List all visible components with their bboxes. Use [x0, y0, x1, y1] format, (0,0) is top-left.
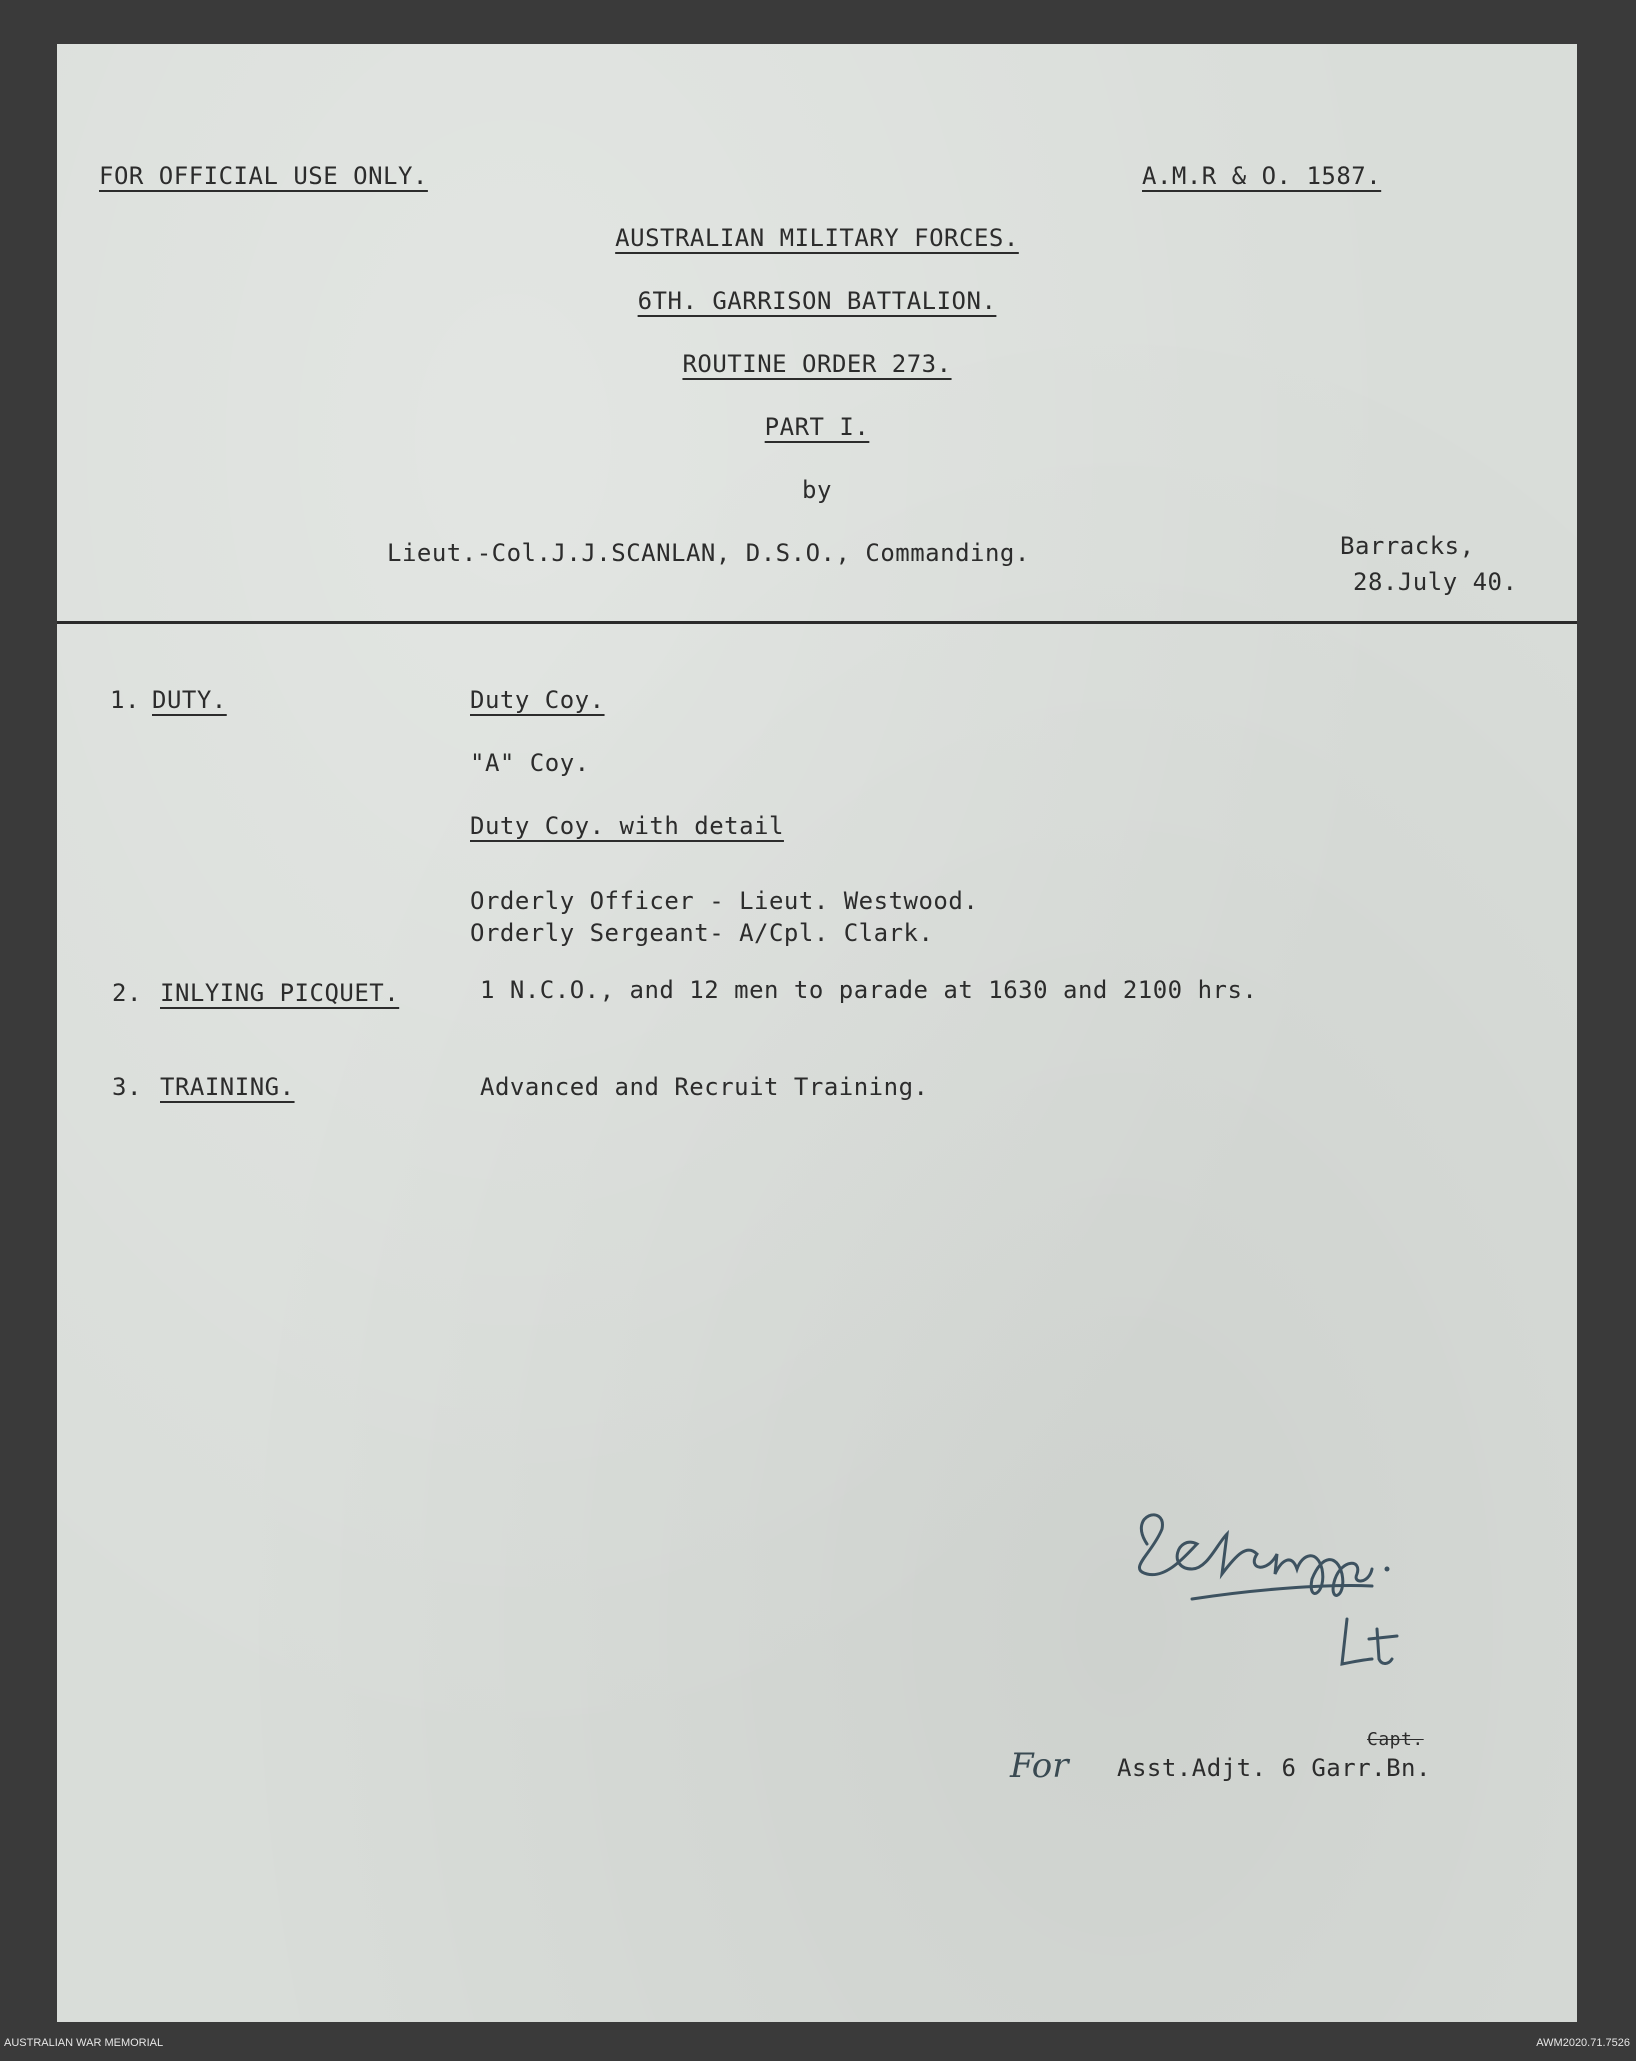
title-battalion: 6TH. GARRISON BATTALION.	[637, 287, 997, 315]
item-heading: INLYING PICQUET.	[160, 979, 400, 1007]
item-heading: DUTY.	[152, 686, 227, 714]
commander-line: Lieut.-Col.J.J.SCANLAN, D.S.O., Commanding.	[387, 539, 1030, 567]
footer-left: AUSTRALIAN WAR MEMORIAL	[4, 2037, 164, 2049]
duty-line: "A" Coy.	[470, 749, 590, 777]
date-label: 28.July 40.	[1353, 568, 1518, 596]
item-number: 1.	[110, 686, 140, 714]
title-routine-order: ROUTINE ORDER 273.	[682, 350, 952, 378]
picquet-line: 1 N.C.O., and 12 men to parade at 1630 and 2100 hrs.	[480, 976, 1258, 1004]
handwritten-signature	[1107, 1474, 1437, 1724]
duty-line: Orderly Sergeant- A/Cpl. Clark.	[470, 919, 934, 947]
struck-rank: Capt.	[1367, 1729, 1424, 1750]
title-part: PART I.	[764, 413, 870, 441]
place-label: Barracks,	[1340, 532, 1475, 560]
classification-label: FOR OFFICIAL USE ONLY.	[99, 162, 428, 190]
item-number: 2.	[112, 979, 142, 1007]
footer-right: AWM2020.71.7526	[1536, 2037, 1630, 2049]
duty-line: Orderly Officer - Lieut. Westwood.	[470, 887, 979, 915]
training-line: Advanced and Recruit Training.	[480, 1073, 929, 1101]
item-heading: TRAINING.	[160, 1073, 295, 1101]
title-forces: AUSTRALIAN MILITARY FORCES.	[615, 224, 1019, 252]
horizontal-rule	[57, 621, 1577, 624]
handwritten-for: For	[1010, 1746, 1069, 1786]
by-label: by	[802, 476, 832, 504]
item-number: 3.	[112, 1073, 142, 1101]
document-page	[57, 44, 1577, 2022]
form-reference: A.M.R & O. 1587.	[1142, 162, 1382, 190]
duty-line: Duty Coy.	[470, 686, 605, 714]
duty-line: Duty Coy. with detail	[470, 812, 784, 840]
signatory-title: Asst.Adjt. 6 Garr.Bn.	[1117, 1754, 1431, 1782]
